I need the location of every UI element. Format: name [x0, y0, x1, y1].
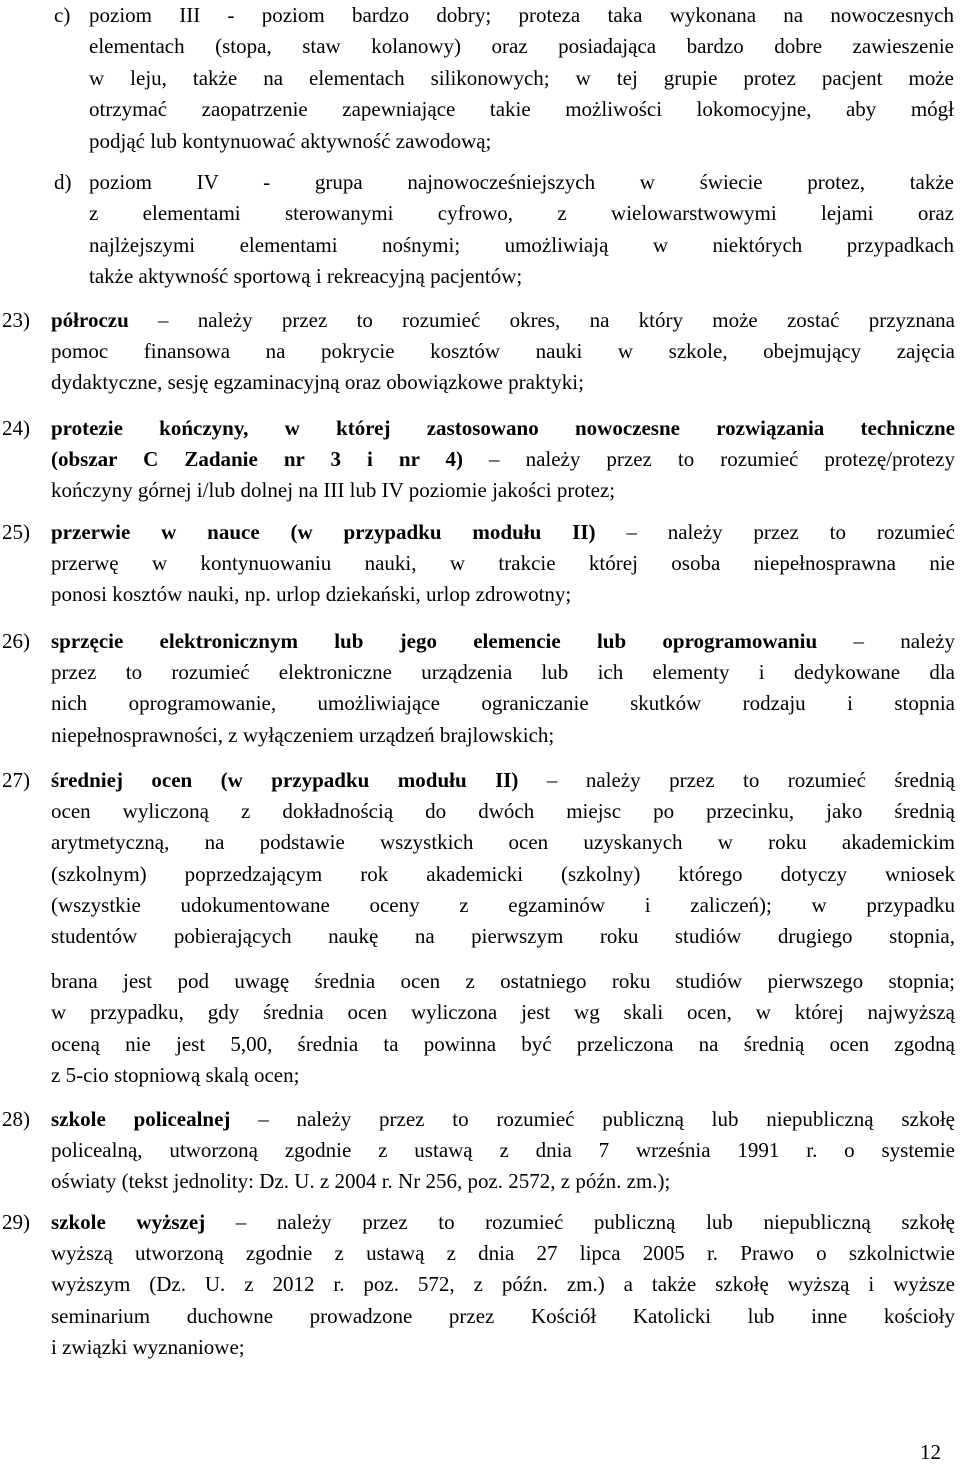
text-line: ocen wyliczoną z dokładnością do dwóch miejsc po przecinku, jako średnią: [51, 799, 955, 824]
item-marker: d): [54, 170, 72, 194]
item-text: [89, 167, 954, 293]
text-line: i związki wyznaniowe;: [51, 1334, 245, 1359]
text-fragment: – należy przez to rozumieć okres, na który może zostać przyznana: [128, 308, 955, 332]
item-text: [51, 765, 955, 952]
text-line: poziom III - poziom bardzo dobry; proteza taka wykonana na nowoczesnych: [89, 3, 954, 27]
page-number: 12: [920, 1440, 941, 1464]
item-number: 26): [2, 629, 30, 653]
text-fragment: – należy przez to rozumieć publiczną lub niepubliczną szkołę: [205, 1210, 955, 1234]
text-line: (wszystkie udokumentowane oceny z egzaminów i zaliczeń); w przypadku: [51, 892, 955, 917]
text-line: dydaktyczne, sesję egzaminacyjną oraz obowiązkowe praktyki;: [51, 370, 584, 395]
text-line: poziom IV - grupa najnowocześniejszych w świecie protez, także: [89, 170, 954, 194]
definition-27-continuation: [51, 966, 955, 1092]
item-number: 27): [2, 768, 30, 792]
text-line: wyższą utworzoną zgodnie z ustawą z dnia 27 lipca 2005 r. Prawo o szkolnictwie: [51, 1241, 955, 1266]
defined-term: średniej ocen (w przypadku modułu II): [51, 768, 519, 792]
text-fragment: – należy: [817, 629, 955, 653]
text-line: wyższym (Dz. U. z 2012 r. poz. 572, z późn. zm.) a także szkołę wyższą i wyższe: [51, 1272, 955, 1297]
defined-term: sprzęcie elektronicznym lub jego elemencie lub oprogramowaniu: [51, 629, 818, 653]
text-line: policealną, utworzoną zgodnie z ustawą z dnia 7 września 1991 r. o systemie: [51, 1138, 955, 1163]
defined-term: półroczu: [51, 308, 129, 332]
text-fragment: – należy przez to rozumieć publiczną lub niepubliczną szkołę: [230, 1107, 955, 1131]
text-line: niepełnosprawności, z wyłączeniem urządzeń brajlowskich;: [51, 722, 555, 747]
text-line: w leju, także na elementach silikonowych; w tej grupie protez pacjent może: [89, 65, 954, 90]
item-number: 24): [2, 416, 30, 440]
text-line: przerwę w kontynuowaniu nauki, w trakcie której osoba niepełnosprawna nie: [51, 551, 955, 576]
defined-term: przerwie w nauce (w przypadku modułu II): [51, 520, 596, 544]
text-line: także aktywność sportową i rekreacyjną pacjentów;: [89, 264, 523, 289]
text-fragment: – należy przez to rozumieć: [595, 520, 955, 544]
item-text: [51, 626, 955, 751]
item-number: 23): [2, 308, 30, 332]
defined-term-continued: (obszar C Zadanie nr 3 i nr 4): [51, 447, 464, 472]
defined-term: szkole wyższej: [51, 1210, 206, 1234]
text-line: (szkolnym) poprzedzającym rok akademicki (szkolny) którego dotyczy wniosek: [51, 861, 955, 886]
defined-term: protezie kończyny, w której zastosowano nowoczesne rozwiązania techniczne: [51, 416, 955, 440]
text-line: przez to rozumieć elektroniczne urządzenia lub ich elementy i dedykowane dla: [51, 660, 955, 685]
item-text: [89, 0, 954, 157]
text-line: seminarium duchowne prowadzone przez Kościół Katolicki lub inne kościoły: [51, 1303, 955, 1328]
text-line: z elementami sterowanymi cyfrowo, z wielowarstwowymi lejami oraz: [89, 201, 954, 226]
text-line: studentów pobierających naukę na pierwszym roku studiów drugiego stopnia,: [51, 924, 955, 949]
text-line: z 5-cio stopniową skalą ocen;: [51, 1063, 300, 1088]
text-line: oświaty (tekst jednolity: Dz. U. z 2004 r. Nr 256, poz. 2572, z późn. zm.);: [51, 1169, 671, 1194]
text-line: nich oprogramowanie, umożliwiające ograniczanie skutków rodzaju i stopnia: [51, 691, 955, 716]
text-line: najlżejszymi elementami nośnymi; umożliwiają w niektórych przypadkach: [89, 232, 954, 257]
item-text: [51, 517, 955, 611]
text-fragment: – należy przez to rozumieć średnią: [518, 768, 955, 792]
item-text: [51, 305, 955, 399]
defined-term: szkole policealnej: [51, 1107, 231, 1131]
text-line: brana jest pod uwagę średnia ocen z ostatniego roku studiów pierwszego stopnia;: [51, 969, 955, 993]
item-number: 29): [2, 1210, 30, 1234]
text-line: w przypadku, gdy średnia ocen wyliczona jest wg skali ocen, w której najwyższą: [51, 1000, 955, 1025]
text-line: elementach (stopa, staw kolanowy) oraz posiadająca bardzo dobre zawieszenie: [89, 34, 954, 59]
text-line: arytmetyczną, na podstawie wszystkich ocen uzyskanych w roku akademickim: [51, 830, 955, 855]
item-marker: c): [54, 3, 71, 27]
text-line: oceną nie jest 5,00, średnia ta powinna być przeliczona na średnią ocen zgodną: [51, 1031, 955, 1056]
item-text: [51, 1207, 955, 1363]
text-line: otrzymać zaopatrzenie zapewniające takie możliwości lokomocyjne, aby mógł: [89, 97, 954, 122]
item-number: 25): [2, 520, 30, 544]
text-line: podjąć lub kontynuować aktywność zawodową;: [89, 128, 492, 153]
text-fragment: – należy przez to rozumieć protezę/protezy: [463, 447, 955, 472]
text-line: kończyny górnej i/lub dolnej na III lub IV poziomie jakości protez;: [51, 478, 616, 503]
item-number: 28): [2, 1107, 30, 1131]
item-text: [51, 1104, 955, 1198]
text-line: pomoc finansowa na pokrycie kosztów nauki w szkole, obejmujący zajęcia: [51, 339, 955, 364]
text-line: ponosi kosztów nauki, np. urlop dziekański, urlop zdrowotny;: [51, 582, 572, 607]
item-text: [51, 413, 955, 507]
